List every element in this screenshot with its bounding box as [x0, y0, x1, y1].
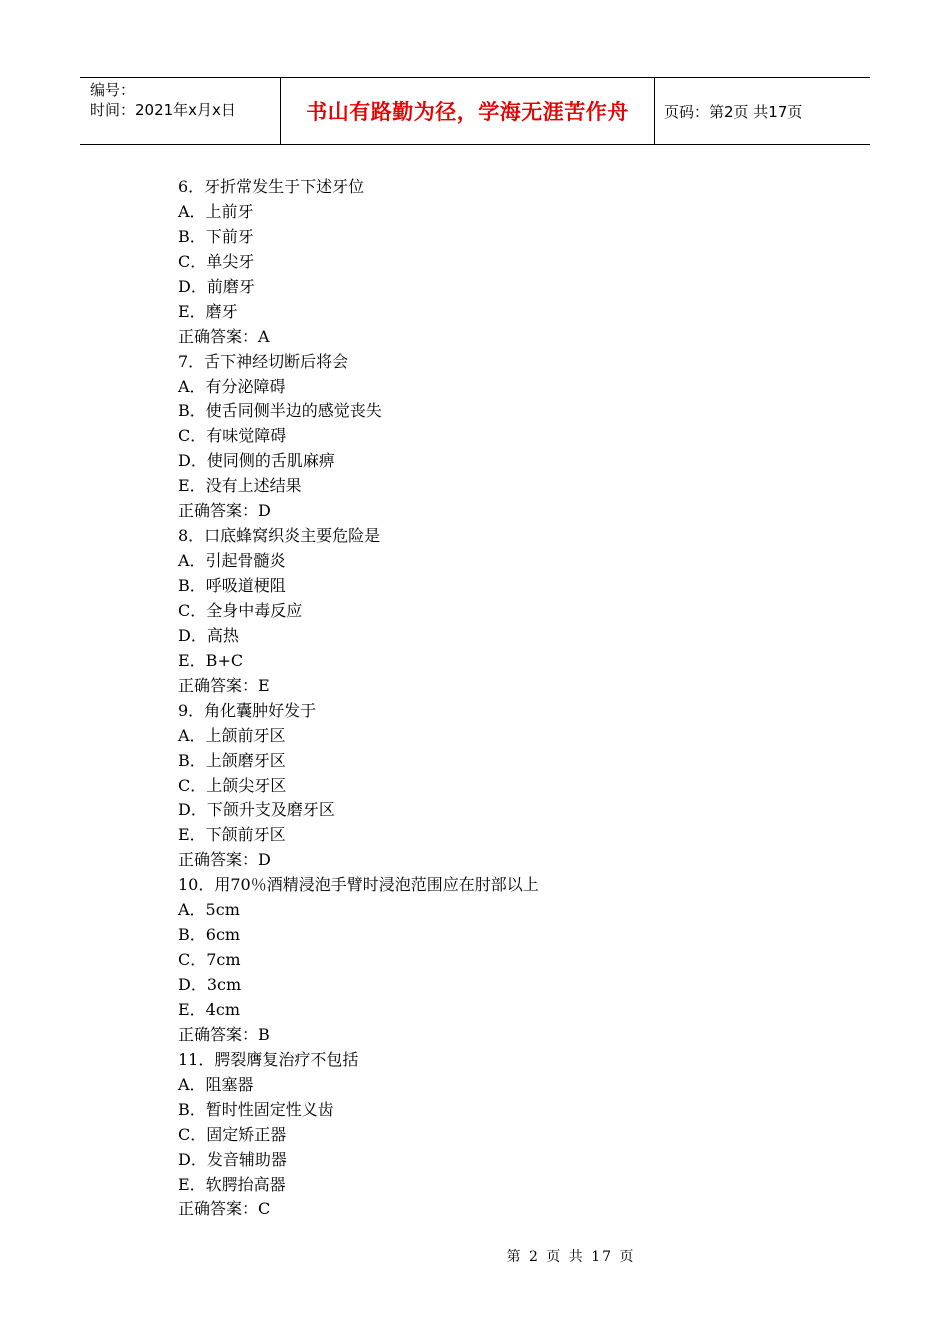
header-motto: 书山有路勤为径，学海无涯苦作舟 [306, 100, 629, 124]
question-option: A．上前牙 [178, 201, 254, 221]
document-number-label: 编号： [90, 81, 136, 99]
question-block [178, 350, 539, 525]
question-option: E．4cm [178, 999, 240, 1019]
page-header [80, 77, 870, 145]
question-block [178, 175, 539, 350]
question-option: D．下颌升支及磨牙区 [178, 800, 335, 820]
question-option: B．上颌磨牙区 [178, 750, 286, 770]
correct-answer: 正确答案：B [178, 1024, 270, 1044]
question-option: C．上颌尖牙区 [178, 775, 287, 795]
question-option: C．7cm [178, 950, 241, 970]
header-page-info: 页码：第2页 共17页 [664, 102, 803, 121]
header-motto-cell [281, 78, 655, 144]
question-block [178, 873, 539, 1048]
question-stem: 6．牙折常发生于下述牙位 [178, 177, 365, 196]
question-option: B．暂时性固定性义齿 [178, 1099, 334, 1119]
question-option: D．发音辅助器 [178, 1149, 287, 1169]
question-stem: 9．角化囊肿好发于 [178, 700, 317, 720]
question-list [178, 175, 539, 1222]
question-option: A．5cm [178, 900, 240, 920]
page-footer [0, 1246, 950, 1266]
question-option: B．使舌同侧半边的感觉丧失 [178, 401, 382, 421]
document-time-label: 时间：2021年x月x日 [90, 101, 236, 119]
question-block [178, 524, 539, 699]
question-option: D．使同侧的舌肌麻痹 [178, 451, 335, 471]
question-option: E．没有上述结果 [178, 476, 302, 496]
header-page-info-cell [655, 78, 870, 144]
question-option: B．呼吸道梗阻 [178, 576, 286, 595]
question-option: E．磨牙 [178, 301, 238, 321]
question-option: E．下颌前牙区 [178, 825, 286, 845]
question-option: E．软腭抬高器 [178, 1174, 286, 1194]
correct-answer: 正确答案：D [178, 501, 271, 521]
question-option: C．固定矫正器 [178, 1124, 287, 1144]
question-stem: 11．腭裂膺复治疗不包括 [178, 1049, 359, 1069]
correct-answer: 正确答案：C [178, 1199, 271, 1219]
question-option: A．阻塞器 [178, 1074, 254, 1094]
question-option: B．6cm [178, 925, 241, 945]
question-stem: 8．口底蜂窝织炎主要危险是 [178, 526, 381, 546]
correct-answer: 正确答案：E [178, 675, 270, 695]
question-option: C．全身中毒反应 [178, 600, 303, 620]
question-block [178, 1048, 539, 1223]
question-stem: 7．舌下神经切断后将会 [178, 351, 349, 371]
correct-answer: 正确答案：D [178, 850, 271, 870]
correct-answer: 正确答案：A [178, 326, 270, 346]
footer-page-number: 第 2 页 共 17 页 [506, 1249, 636, 1265]
question-option: E．B+C [178, 650, 244, 670]
question-option: D．3cm [178, 975, 242, 994]
question-option: D．高热 [178, 625, 239, 645]
question-option: C．单尖牙 [178, 251, 255, 271]
header-meta [80, 78, 281, 144]
question-option: D．前磨牙 [178, 276, 255, 296]
question-option: A．有分泌障碍 [178, 376, 286, 396]
question-stem: 10．用70％酒精浸泡手臂时浸泡范围应在肘部以上 [178, 875, 539, 895]
question-option: A．引起骨髓炎 [178, 551, 286, 571]
question-option: C．有味觉障碍 [178, 426, 287, 446]
question-block [178, 699, 539, 874]
question-option: A．上颌前牙区 [178, 725, 286, 745]
question-option: B．下前牙 [178, 226, 254, 246]
